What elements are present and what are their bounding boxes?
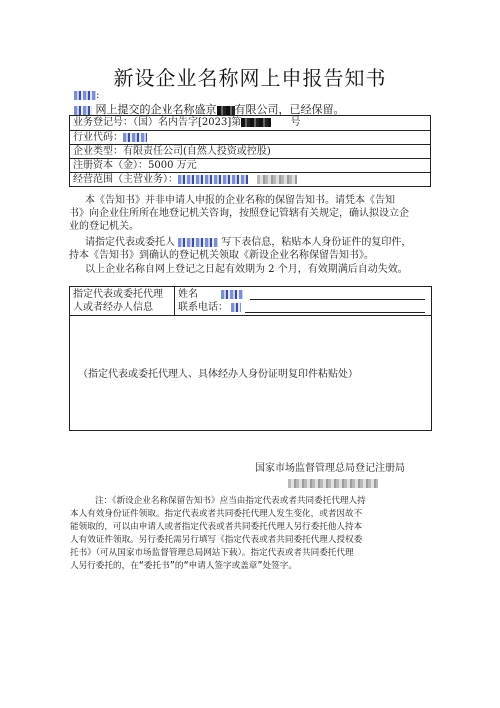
line1-post: 有限公司，已经保留。 bbox=[234, 103, 345, 116]
reg-no-suffix: 号 bbox=[290, 117, 301, 128]
row-capital bbox=[70, 158, 430, 172]
divider-horizontal bbox=[70, 315, 431, 316]
redacted-addressee bbox=[74, 91, 96, 100]
paragraph-2b: 持本《告知书》到确认的登记机关领取《新设企业名称保留告知书》。 bbox=[69, 250, 374, 261]
divider-vertical bbox=[174, 287, 175, 315]
redacted-industry bbox=[123, 133, 147, 142]
note-line-6: 人另行委托的，在“委托书”的“申请人签字或盖章”处签字。 bbox=[70, 561, 297, 571]
redacted-reg-no bbox=[241, 118, 271, 127]
phone-field bbox=[178, 301, 241, 314]
scope-label: 经营范围（主营业务）： bbox=[73, 174, 178, 185]
phone-underline bbox=[245, 312, 425, 313]
redacted-prefix bbox=[74, 106, 92, 115]
paste-area-hint: （指定代表或委托代理人、具体经办人身份证明复印件粘贴处） bbox=[78, 369, 358, 380]
rep-label-a: 指定代表或委托代理 bbox=[73, 289, 163, 300]
page-title: 新设企业名称网上申报告知书 bbox=[113, 66, 387, 90]
paragraph-1c: 业的登记机关。 bbox=[69, 221, 139, 232]
note-line-1: 注：《新设企业名称保留告知书》应当由指定代表或者共同委托代理人持 bbox=[95, 496, 366, 506]
issuer: 国家市场监督管理总局登记注册局 bbox=[255, 463, 405, 474]
row-industry bbox=[70, 130, 430, 144]
paragraph-1b: 书》向企业住所所在地登记机关咨询，按照登记管辖有关规定，确认拟设立企 bbox=[69, 208, 409, 219]
phone-label: 联系电话： bbox=[178, 302, 228, 313]
note-line-2: 本人有效身份证件领取。指定代表或者共同委托代理人发生变化，或者因故不 bbox=[70, 509, 363, 519]
redacted-phone bbox=[231, 303, 241, 312]
redacted-scope-2 bbox=[257, 175, 297, 184]
redacted-date bbox=[288, 479, 378, 488]
industry-label: 行业代码： bbox=[73, 132, 123, 143]
capital: 注册资本（金）：5000 万元 bbox=[73, 160, 197, 171]
company-type: 企业类型：有限责任公司(自然人投资或控股) bbox=[73, 146, 271, 157]
paragraph-3: 以上企业名称自网上登记之日起有效期为 2 个月，有效期满后自动失效。 bbox=[85, 264, 408, 275]
paragraph-1a: 本《告知书》并非申请人申报的企业名称的保留告知书。请凭本《告知 bbox=[85, 195, 395, 206]
redacted-scope bbox=[178, 175, 248, 184]
redacted-name bbox=[221, 290, 243, 299]
line1-pre: 网上提交的企业名称盛京 bbox=[95, 103, 217, 116]
representative-box bbox=[69, 286, 432, 431]
row-reg-no bbox=[70, 116, 430, 130]
paragraph-2a bbox=[85, 236, 411, 249]
name-underline bbox=[250, 299, 425, 300]
redacted-representative bbox=[178, 238, 218, 247]
info-table bbox=[69, 115, 431, 187]
p2a-post: 写下表信息，粘贴本人身份证件的复印件， bbox=[221, 237, 412, 248]
row-scope bbox=[70, 172, 430, 186]
reg-no-label: 业务登记号：（国）名内告字[2023]第 bbox=[73, 117, 242, 128]
redacted-company-name bbox=[217, 106, 235, 115]
note-line-5: 托书》（可从国家市场监督管理总局网站下载）。指定代表或者共同委托代理 bbox=[70, 548, 354, 558]
row-company-type bbox=[70, 144, 430, 158]
addressee bbox=[74, 90, 99, 101]
note-line-3: 能领取的，可以由申请人或者指定代表或者共同委托代理人另行委托他人持本 bbox=[70, 522, 363, 532]
note-line-4: 人有效证件领取。另行委托需另行填写《指定代表或者共同委托代理人授权委 bbox=[70, 535, 363, 545]
issue-date-redacted bbox=[288, 473, 378, 492]
p2a-pre: 请指定代表或委托人 bbox=[85, 237, 175, 248]
addressee-colon: : bbox=[96, 90, 100, 101]
name-label: 姓名 bbox=[178, 289, 198, 300]
rep-label-b: 人或者经办人信息 bbox=[73, 302, 153, 313]
name-field bbox=[178, 288, 243, 301]
